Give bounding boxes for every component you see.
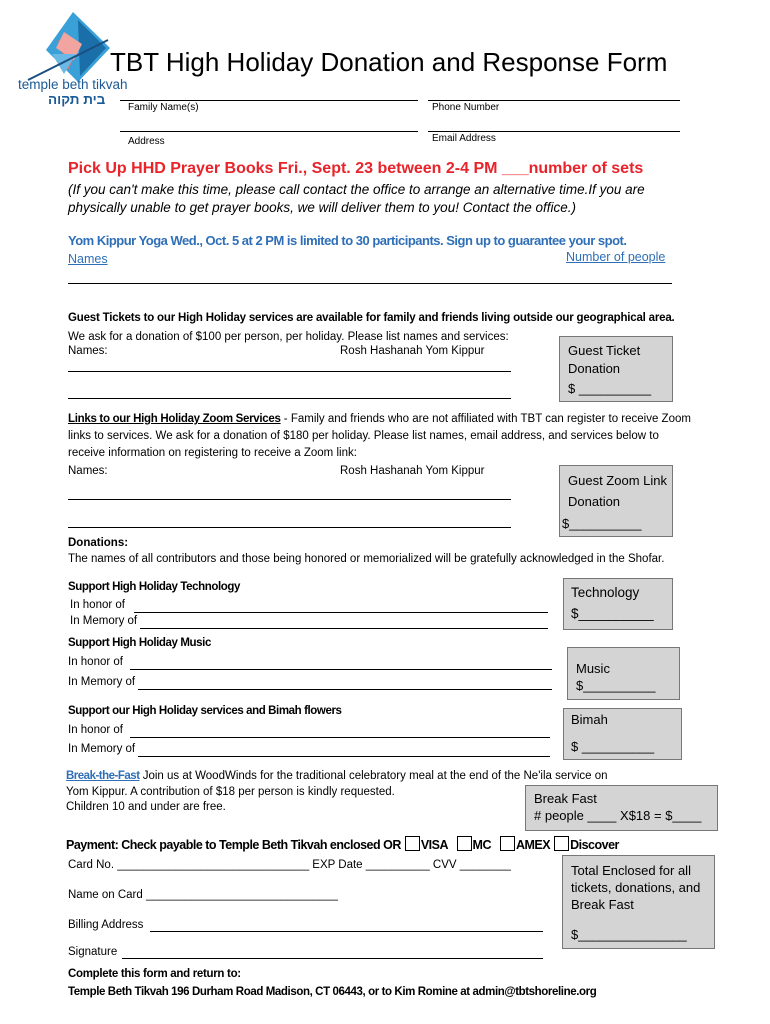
logo-name-he: בית תקוה <box>48 92 106 107</box>
discover-checkbox[interactable] <box>554 836 569 851</box>
address-line[interactable] <box>120 131 418 132</box>
zoom-line-1[interactable] <box>68 499 511 500</box>
email-line[interactable] <box>428 131 680 132</box>
zoom-text-1 <box>68 413 691 425</box>
zoom-line-2[interactable] <box>68 527 511 528</box>
bimah-heading: Support our High Holiday services and Bimah flowers <box>68 705 342 717</box>
billing-address-line[interactable] <box>150 931 543 932</box>
logo-name-en: temple beth tikvah <box>18 77 128 92</box>
phone-line[interactable] <box>428 100 680 101</box>
mc-checkbox[interactable] <box>457 836 472 851</box>
break-fast-box-line-1: Break Fast <box>534 791 597 806</box>
break-fast-text-2: Yom Kippur. A contribution of $18 per person is kindly requested. <box>66 786 395 798</box>
guest-box-line-3: $ __________ <box>568 381 652 396</box>
music-honor-line[interactable] <box>130 669 552 670</box>
zoom-text-3: receive information on registering to receive a Zoom link: <box>68 447 357 459</box>
bimah-honor-line[interactable] <box>130 737 550 738</box>
family-name-line[interactable] <box>120 100 418 101</box>
music-memory-line[interactable] <box>138 689 552 690</box>
guest-holidays: Rosh Hashanah Yom Kippur <box>340 345 485 357</box>
music-box-line-1: Music <box>576 661 610 676</box>
zoom-box-line-3: $__________ <box>562 516 642 531</box>
bimah-memory-label: In Memory of <box>68 743 136 755</box>
payment-row <box>66 836 619 852</box>
amex-label: AMEX <box>515 838 551 852</box>
prayer-books-note-2: physically unable to get prayer books, we will deliver them to you! Contact the office.) <box>68 200 577 215</box>
zoom-names-label: Names: <box>68 465 108 477</box>
visa-label: VISA <box>420 838 448 852</box>
yoga-heading: Yom Kippur Yoga Wed., Oct. 5 at 2 PM is limited to 30 participants. Sign up to guarantee your spot. <box>68 233 627 248</box>
yoga-people-label: Number of people <box>566 250 666 264</box>
prayer-books-note-1: (If you can't make this time, please call contact the office to arrange an alternative time.If you are <box>68 182 645 197</box>
guest-box-line-1: Guest Ticket <box>568 343 641 358</box>
yoga-line[interactable] <box>68 283 672 284</box>
break-fast-box-line-2: # people ____ X$18 = $____ <box>534 808 702 823</box>
signature-line[interactable] <box>122 958 543 959</box>
tech-box-line-2: $__________ <box>571 606 654 621</box>
tech-honor-label: In honor of <box>70 599 125 611</box>
zoom-box-line-1: Guest Zoom Link <box>568 473 667 488</box>
guest-line-1[interactable] <box>68 371 511 372</box>
total-line-2: tickets, donations, and <box>571 880 701 895</box>
music-heading: Support High Holiday Music <box>68 637 211 649</box>
donations-text: The names of all contributors and those being honored or memorialized will be gratefully acknowledged in the Shofar. <box>68 553 665 565</box>
form-title: TBT High Holiday Donation and Response Form <box>110 47 668 77</box>
signature-label: Signature <box>68 946 118 958</box>
guest-box-line-2: Donation <box>568 361 621 376</box>
amex-checkbox[interactable] <box>500 836 515 851</box>
zoom-heading: Links to our High Holiday Zoom Services <box>68 413 281 425</box>
bimah-box-line-1: Bimah <box>571 712 608 727</box>
tech-box-line-1: Technology <box>571 585 640 600</box>
break-fast-text-1-rest: Join us at WoodWinds for the traditional celebratory meal at the end of the Ne'ila service on <box>139 770 608 782</box>
discover-label: Discover <box>570 838 619 852</box>
yoga-names-label: Names <box>68 252 108 266</box>
tech-honor-line[interactable] <box>134 612 548 613</box>
card-number-row[interactable]: Card No. ______________________________ EXP Date __________ CVV ________ <box>68 859 511 871</box>
total-line-1: Total Enclosed for all <box>571 863 691 878</box>
family-name-label: Family Name(s) <box>128 102 199 113</box>
visa-checkbox[interactable] <box>405 836 420 851</box>
bimah-honor-label: In honor of <box>68 724 123 736</box>
guest-names-label: Names: <box>68 345 108 357</box>
break-fast-text-1 <box>66 770 608 782</box>
tech-memory-label: In Memory of <box>70 615 138 627</box>
bimah-memory-line[interactable] <box>138 756 550 757</box>
zoom-text-1-rest: - Family and friends who are not affiliated with TBT can register to receive Zoom <box>280 413 691 425</box>
total-line-3: Break Fast <box>571 897 634 912</box>
guest-ask: We ask for a donation of $100 per person, per holiday. Please list names and services: <box>68 331 509 343</box>
phone-label: Phone Number <box>432 102 500 113</box>
music-memory-label: In Memory of <box>68 676 136 688</box>
name-on-card-row[interactable]: Name on Card ______________________________ <box>68 889 338 901</box>
break-fast-label: Break-the-Fast <box>66 770 140 782</box>
zoom-box-line-2: Donation <box>568 494 621 509</box>
tech-heading: Support High Holiday Technology <box>68 581 241 593</box>
mc-label: MC <box>472 838 491 852</box>
footer-line-1: Complete this form and return to: <box>68 968 241 980</box>
break-fast-text-3: Children 10 and under are free. <box>66 801 226 813</box>
guest-heading: Guest Tickets to our High Holiday services are available for family and friends living outside our geographical area. <box>68 312 675 324</box>
prayer-books-heading: Pick Up HHD Prayer Books Fri., Sept. 23 between 2-4 PM ___number of sets <box>68 160 644 177</box>
donations-heading: Donations: <box>68 537 129 549</box>
music-box-line-2: $__________ <box>576 678 656 693</box>
music-honor-label: In honor of <box>68 656 123 668</box>
tech-memory-line[interactable] <box>140 628 548 629</box>
payment-heading: Payment: Check payable to Temple Beth Tikvah enclosed OR <box>66 838 401 852</box>
guest-line-2[interactable] <box>68 398 511 399</box>
billing-address-label: Billing Address <box>68 919 144 931</box>
total-line-4: $_______________ <box>571 927 687 942</box>
bimah-box-line-2: $ __________ <box>571 739 655 754</box>
zoom-holidays: Rosh Hashanah Yom Kippur <box>340 465 485 477</box>
email-label: Email Address <box>432 133 496 144</box>
footer-line-2: Temple Beth Tikvah 196 Durham Road Madison, CT 06443, or to Kim Romine at admin@tbtshoreline.org <box>68 986 597 998</box>
address-label: Address <box>128 136 165 147</box>
zoom-text-2: links to services. We ask for a donation of $180 per holiday. Please list names, email address, and services below to <box>68 430 659 442</box>
